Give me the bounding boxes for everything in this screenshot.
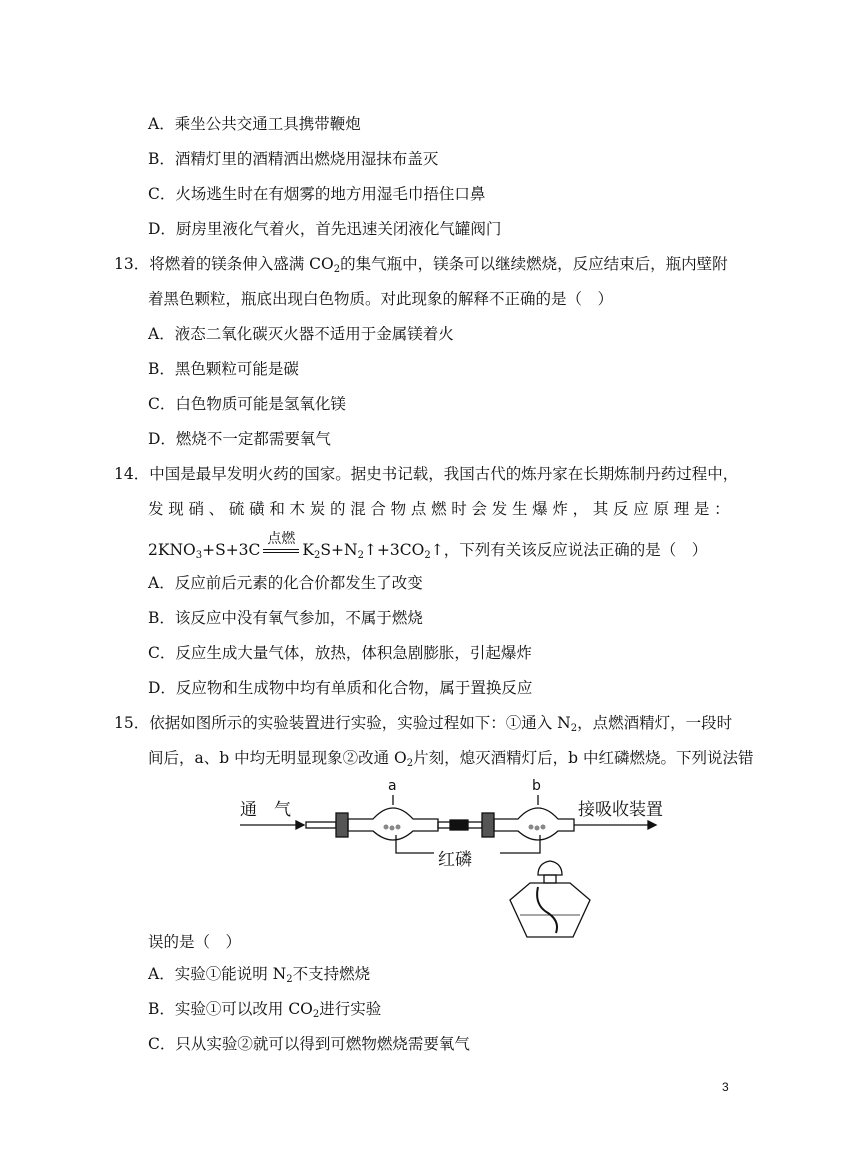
q15-stem-part: 片刻，熄灭酒精灯后，b 中红磷燃烧。下列说法错 [413, 749, 754, 767]
q14-stem-char: 发 [148, 500, 164, 518]
label-a: a [388, 778, 397, 794]
q15-option-a [148, 964, 370, 984]
q13-stem-line2: 着黑色颗粒，瓶底出现白色物质。对此现象的解释不正确的是（ ） [148, 290, 614, 308]
q15-stem-part: ，点燃酒精灯，一段时 [577, 714, 733, 732]
q15-option-part: B．实验①可以改用 CO [148, 1000, 313, 1018]
q14-equation [148, 531, 708, 561]
eq-part: K [302, 541, 315, 559]
q14-stem-char: 原 [653, 500, 669, 518]
q15-stem-part: 15．依据如图所示的实验装置进行实验，实验过程如下：①通入 N [114, 714, 571, 732]
q14-stem-char: 发 [491, 500, 508, 518]
q14-stem-char: 、 [208, 500, 225, 518]
q14-stem-char: 燃 [431, 500, 447, 518]
q13-option-c: C．白色物质可能是氢氧化镁 [148, 395, 346, 413]
q13-stem-part: 13．将燃着的镁条伸入盛满 CO [114, 255, 334, 273]
q14-stem-char: 炸 [552, 500, 568, 518]
q15-stem-line1 [114, 713, 732, 733]
eq-part: ↑，下列有关该反应说法正确的是（ ） [430, 541, 708, 559]
label-red-phosphorus: 红磷 [438, 850, 472, 870]
q12-option-d: D．厨房里液化气着火，首先迅速关闭液化气罐阀门 [148, 220, 502, 238]
subscript: 2 [286, 974, 293, 985]
q14-stem-char: 爆 [532, 500, 548, 518]
q14-stem-char: ： [714, 500, 730, 518]
q14-stem-char: ， [572, 500, 589, 518]
q13-stem-line1 [114, 254, 728, 274]
q15-option-part: 进行实验 [319, 1000, 382, 1018]
q14-stem-char: 物 [390, 500, 407, 518]
q14-stem-char: 的 [329, 500, 346, 518]
q13-option-b: B．黑色颗粒可能是碳 [148, 360, 299, 378]
q14-stem-char: 生 [511, 500, 528, 518]
q15-option-b [148, 999, 381, 1019]
subscript: 2 [314, 550, 321, 561]
q14-option-b: B．该反应中没有氧气参加，不属于燃烧 [148, 609, 423, 627]
label-gas-in: 通 气 [240, 800, 291, 820]
q15-stem-line3: 误的是（ ） [148, 933, 242, 951]
q15-option-part: 不支持燃烧 [292, 965, 371, 983]
q14-stem-char: 混 [350, 500, 366, 518]
q14-stem-char: 硫 [228, 500, 245, 518]
q14-stem-char: 时 [451, 500, 467, 518]
q14-stem-char: 理 [673, 500, 690, 518]
q14-stem-char: 炭 [309, 500, 326, 518]
q14-stem-char: 反 [613, 500, 629, 518]
q14-stem-char: 会 [471, 500, 488, 518]
q13-option-a: A．液态二氧化碳灭火器不适用于金属镁着火 [148, 325, 454, 343]
q14-stem-char: 应 [633, 500, 649, 518]
subscript: 2 [406, 758, 414, 769]
label-absorber: 接吸收装置 [578, 800, 663, 820]
subscript: 2 [333, 264, 341, 275]
q14-option-d: D．反应物和生成物中均有单质和化合物，属于置换反应 [148, 679, 533, 697]
q14-option-c: C．反应生成大量气体，放热，体积急剧膨胀，引起爆炸 [148, 644, 532, 662]
q14-stem-char: 现 [168, 500, 184, 518]
subscript: 2 [424, 550, 431, 561]
eq-part: +S+3C [202, 541, 261, 559]
q12-option-c: C．火场逃生时在有烟雾的地方用湿毛巾捂住口鼻 [148, 185, 486, 203]
label-b: b [532, 778, 541, 794]
subscript: 2 [570, 723, 578, 734]
reaction-condition: 点燃 [267, 531, 296, 547]
q14-stem-char: 是 [693, 500, 710, 518]
page-number: 3 [722, 1080, 729, 1094]
eq-part: ↑+3CO [363, 541, 425, 559]
q14-stem-line1: 14．中国是最早发明火药的国家。据史书记载，我国古代的炼丹家在长期炼制丹药过程中， [114, 465, 739, 483]
q14-stem-char: 其 [592, 500, 609, 518]
subscript: 2 [357, 550, 364, 561]
q15-option-c: C．只从实验②就可以得到可燃物燃烧需要氧气 [148, 1035, 470, 1053]
reaction-condition-arrow [263, 531, 299, 561]
eq-part: S+N [320, 541, 358, 559]
q15-stem-part: 间后，a、b 中均无明显现象②改通 O [148, 749, 407, 767]
subscript: 3 [195, 550, 203, 561]
q15-stem-line2 [148, 748, 753, 768]
q14-stem-char: 和 [269, 500, 285, 518]
q15-option-part: A．实验①能说明 N [148, 965, 287, 983]
q14-stem-char: 磺 [249, 500, 265, 518]
q14-stem-char: 木 [289, 500, 306, 518]
q13-stem-part: 的集气瓶中，镁条可以继续燃烧，反应结束后，瓶内壁附 [340, 255, 728, 273]
q14-option-a: A．反应前后元素的化合价都发生了改变 [148, 574, 423, 592]
eq-part: 2KNO [148, 541, 196, 559]
q14-stem-char: 合 [370, 500, 386, 518]
subscript: 2 [312, 1009, 320, 1020]
q14-stem-line2 [148, 499, 730, 519]
q13-option-d: D．燃烧不一定都需要氧气 [148, 430, 331, 448]
q14-stem-char: 硝 [188, 500, 204, 518]
experiment-apparatus-figure [238, 775, 678, 945]
q12-option-a: A．乘坐公共交通工具携带鞭炮 [148, 115, 361, 133]
q14-stem-char: 点 [410, 500, 427, 518]
q12-option-b: B．酒精灯里的酒精洒出燃烧用湿抹布盖灭 [148, 150, 439, 168]
